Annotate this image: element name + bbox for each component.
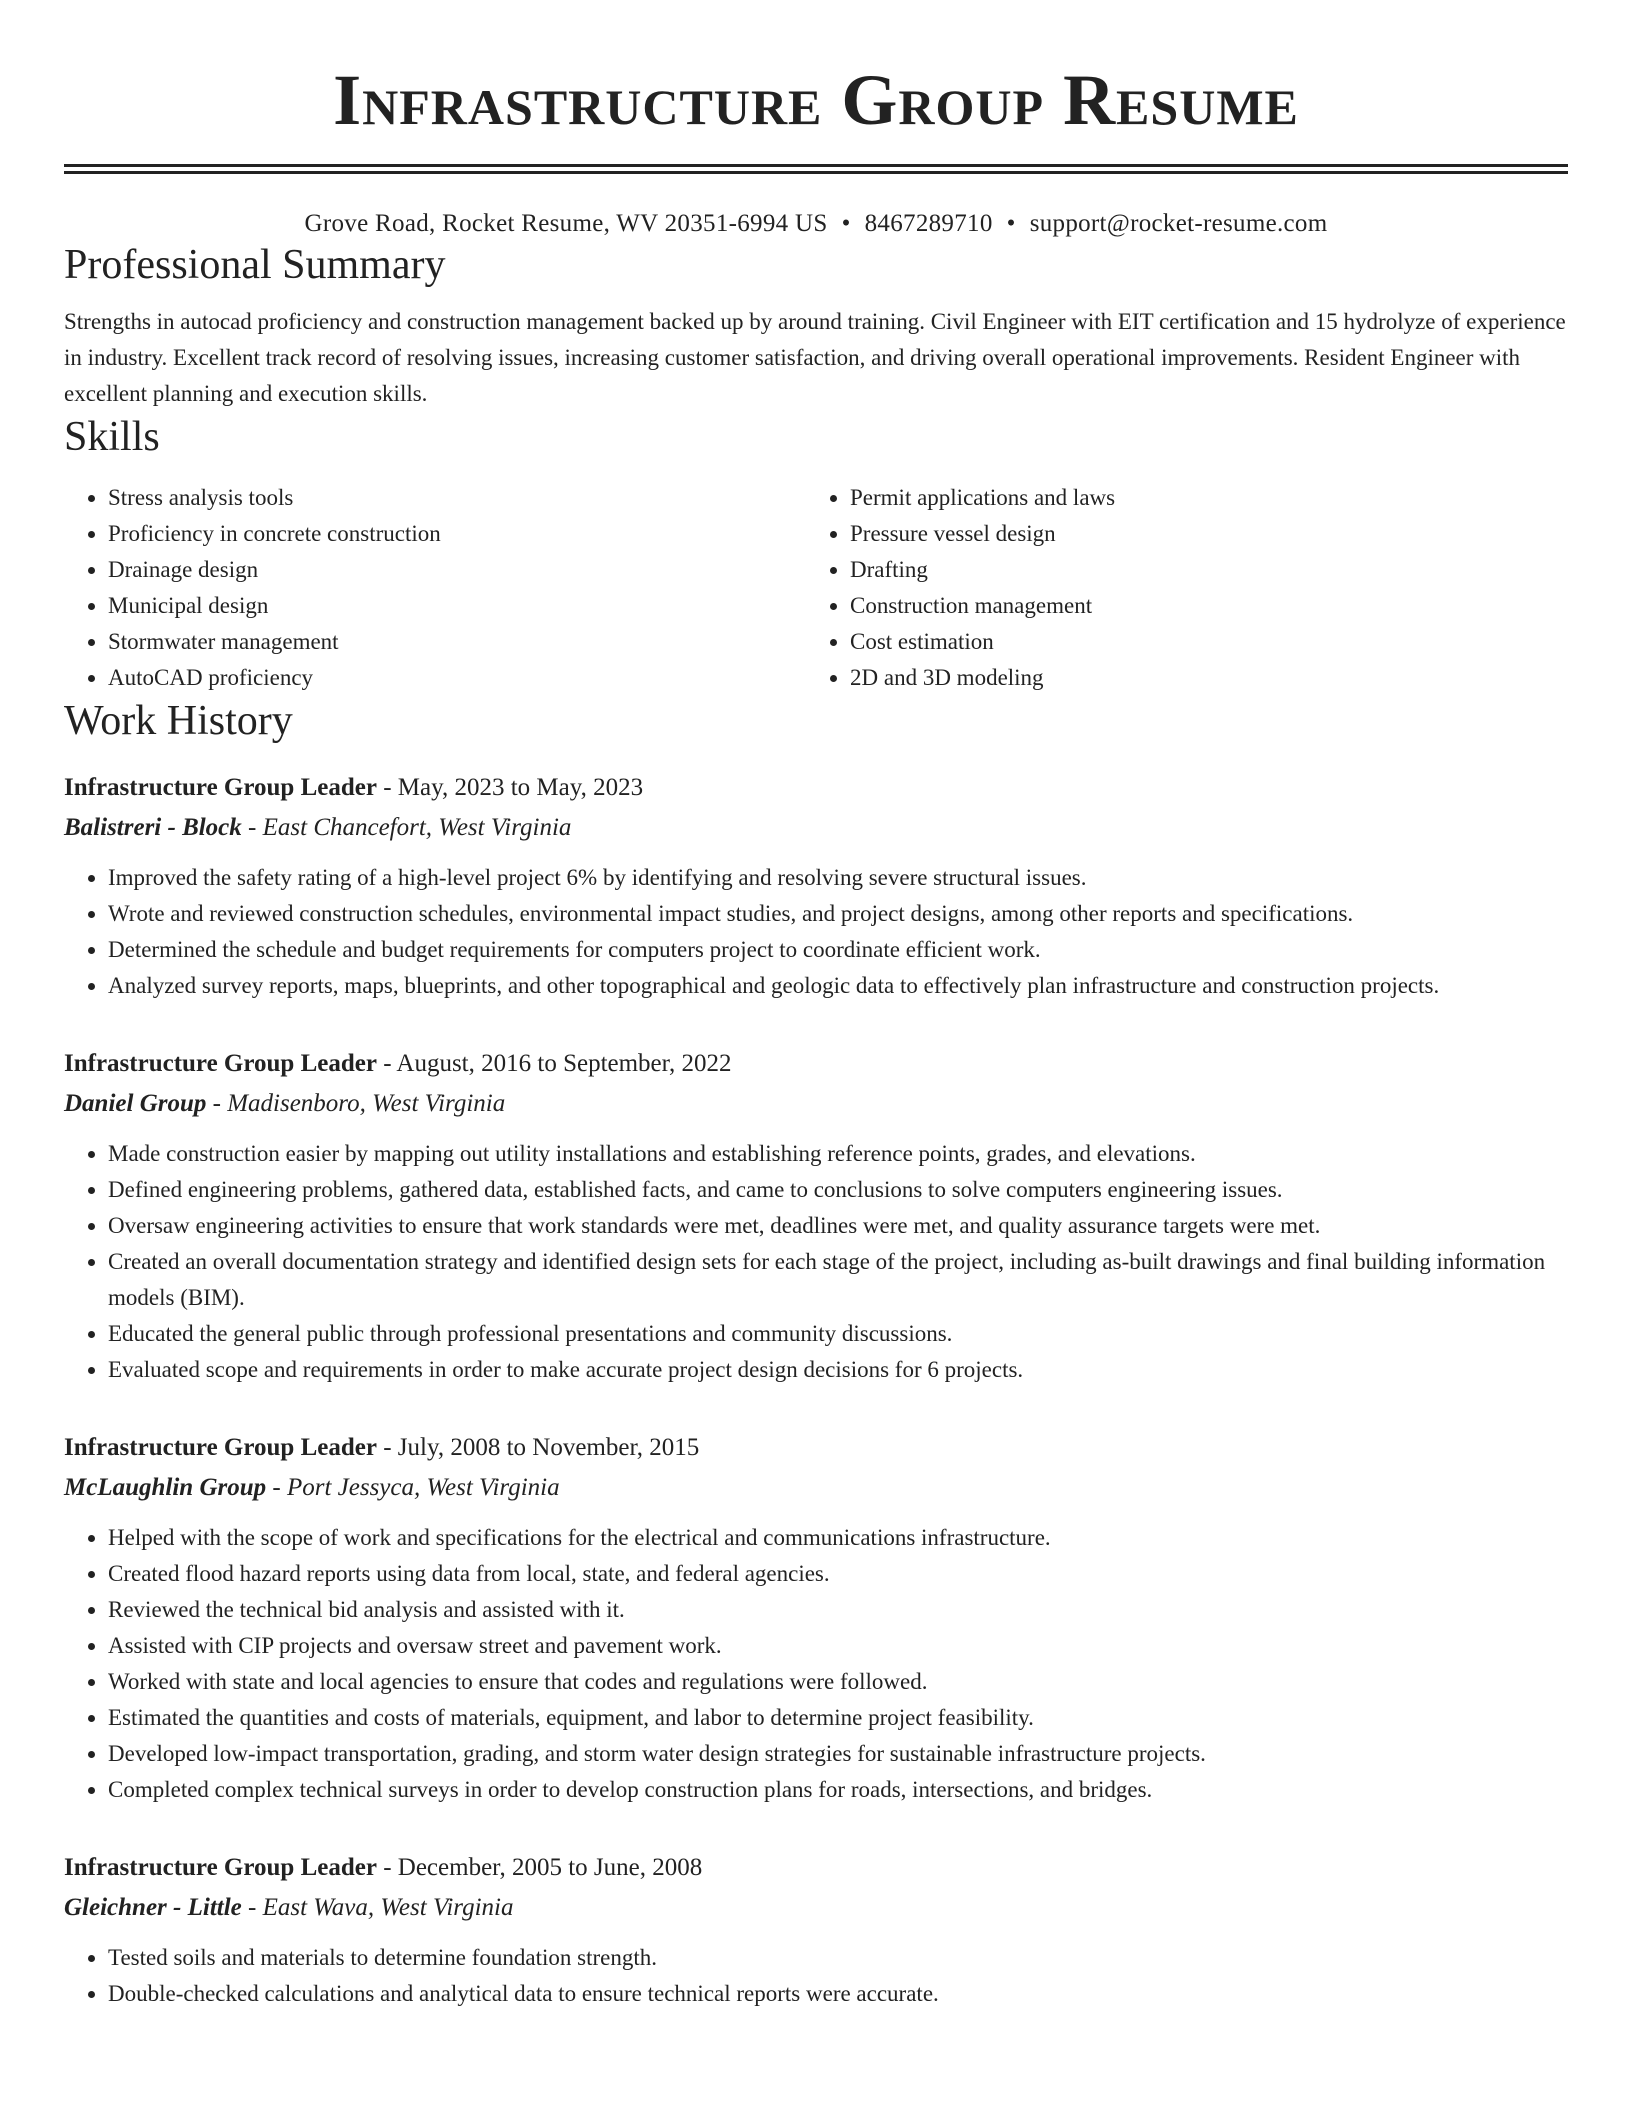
company-line [64, 1084, 1568, 1124]
job-entry [64, 768, 1568, 1004]
skills-column-left [64, 480, 806, 696]
job-bullet: • Improved the safety rating of a high-level project 6% by identifying and resolving severe structural issues. [108, 860, 1568, 896]
job-bullet: • Worked with state and local agencies to ensure that codes and regulations were followed. [108, 1664, 1568, 1700]
skill-item: • Pressure vessel design [850, 516, 1548, 552]
skill-item: • Municipal design [108, 588, 806, 624]
company-location: - East Chancefort, West Virginia [241, 814, 572, 841]
job-bullet: • Completed complex technical surveys in order to develop construction plans for roads, intersections, and bridges. [108, 1772, 1568, 1808]
job-title-line [64, 1428, 1568, 1468]
job-title-line [64, 1848, 1568, 1888]
job-bullets [64, 1940, 1568, 2012]
job-bullets [64, 860, 1568, 1004]
job-bullet: • Reviewed the technical bid analysis and assisted with it. [108, 1592, 1568, 1628]
job-bullet: • Wrote and reviewed construction schedules, environmental impact studies, and project designs, among other reports and specifications. [108, 896, 1568, 932]
job-bullet: • Analyzed survey reports, maps, blueprints, and other topographical and geologic data to effectively plan infrastructure and construction projects. [108, 968, 1568, 1004]
contact-phone: 8467289710 [864, 210, 993, 237]
job-bullet: • Assisted with CIP projects and oversaw street and pavement work. [108, 1628, 1568, 1664]
skill-item: • 2D and 3D modeling [850, 660, 1548, 696]
job-title-line [64, 768, 1568, 808]
work-history-heading: Work History [64, 698, 293, 744]
job-bullet: • Made construction easier by mapping out utility installations and establishing reference points, grades, and elevations. [108, 1136, 1568, 1172]
job-bullets [64, 1520, 1568, 1808]
job-bullet: • Defined engineering problems, gathered data, established facts, and came to conclusions to solve computers engineering issues. [108, 1172, 1568, 1208]
job-title: Infrastructure Group Leader [64, 1854, 377, 1881]
job-title: Infrastructure Group Leader [64, 774, 377, 801]
job-title-line [64, 1044, 1568, 1084]
skill-item: • Drafting [850, 552, 1548, 588]
job-dates: - August, 2016 to September, 2022 [376, 1050, 732, 1077]
contact-address: Grove Road, Rocket Resume, WV 20351-6994 US [304, 210, 828, 237]
company-name: Gleichner - Little [64, 1894, 242, 1921]
summary-heading: Professional Summary [64, 242, 446, 288]
skill-item: • Construction management [850, 588, 1548, 624]
job-bullet: • Educated the general public through professional presentations and community discussions. [108, 1316, 1568, 1352]
company-line [64, 808, 1568, 848]
job-dates: - July, 2008 to November, 2015 [376, 1434, 700, 1461]
job-entry [64, 1044, 1568, 1388]
job-entry [64, 1428, 1568, 1808]
job-bullet: • Tested soils and materials to determine foundation strength. [108, 1940, 1568, 1976]
company-location: - Madisenboro, West Virginia [206, 1090, 506, 1117]
company-name: McLaughlin Group [64, 1474, 267, 1501]
skills-list [64, 480, 1568, 696]
job-title: Infrastructure Group Leader [64, 1434, 377, 1461]
job-bullet: • Double-checked calculations and analytical data to ensure technical reports were accurate. [108, 1976, 1568, 2012]
skills-column-right [806, 480, 1548, 696]
job-bullet: • Oversaw engineering activities to ensure that work standards were met, deadlines were met, and quality assurance targets were met. [108, 1208, 1568, 1244]
contact-email: support@rocket-resume.com [1029, 210, 1328, 237]
bullet-separator: • [1006, 210, 1016, 237]
bullet-separator: • [841, 210, 851, 237]
job-bullet: • Helped with the scope of work and specifications for the electrical and communications infrastructure. [108, 1520, 1568, 1556]
job-bullet: • Created flood hazard reports using data from local, state, and federal agencies. [108, 1556, 1568, 1592]
company-name: Daniel Group [64, 1090, 207, 1117]
skills-heading: Skills [64, 414, 160, 460]
skill-item: • Cost estimation [850, 624, 1548, 660]
job-bullet: • Evaluated scope and requirements in order to make accurate project design decisions for 6 projects. [108, 1352, 1568, 1388]
contact-line [64, 208, 1568, 240]
company-line [64, 1888, 1568, 1928]
skill-item: • Stormwater management [108, 624, 806, 660]
job-bullets [64, 1136, 1568, 1388]
company-name: Balistreri - Block [64, 814, 242, 841]
skill-item: • Drainage design [108, 552, 806, 588]
summary-text: Strengths in autocad proficiency and construction management backed up by around training. Civil Engineer with EIT certification and 15 hydrolyze of experience in industry. Excellent track record of resolving issues, increasing customer satisfaction, and driving overall operational improvements. Resident Engineer with excellent planning and execution skills. [64, 309, 1566, 406]
job-dates: - December, 2005 to June, 2008 [376, 1854, 703, 1881]
company-location: - Port Jessyca, West Virginia [266, 1474, 560, 1501]
skill-item: • Proficiency in concrete construction [108, 516, 806, 552]
skill-item: • Stress analysis tools [108, 480, 806, 516]
job-bullet: • Developed low-impact transportation, grading, and storm water design strategies for sustainable infrastructure projects. [108, 1736, 1568, 1772]
title-divider [64, 164, 1568, 174]
job-bullet: • Created an overall documentation strategy and identified design sets for each stage of the project, including as-built drawings and final building information models (BIM). [108, 1244, 1568, 1316]
job-bullet: • Estimated the quantities and costs of materials, equipment, and labor to determine project feasibility. [108, 1700, 1568, 1736]
job-entry [64, 1848, 1568, 2012]
resume-title: Infrastructure Group Resume [333, 60, 1299, 140]
job-dates: - May, 2023 to May, 2023 [376, 774, 644, 801]
company-line [64, 1468, 1568, 1508]
job-bullet: • Determined the schedule and budget requirements for computers project to coordinate efficient work. [108, 932, 1568, 968]
company-location: - East Wava, West Virginia [241, 1894, 514, 1921]
skill-item: • AutoCAD proficiency [108, 660, 806, 696]
skill-item: • Permit applications and laws [850, 480, 1548, 516]
job-title: Infrastructure Group Leader [64, 1050, 377, 1077]
